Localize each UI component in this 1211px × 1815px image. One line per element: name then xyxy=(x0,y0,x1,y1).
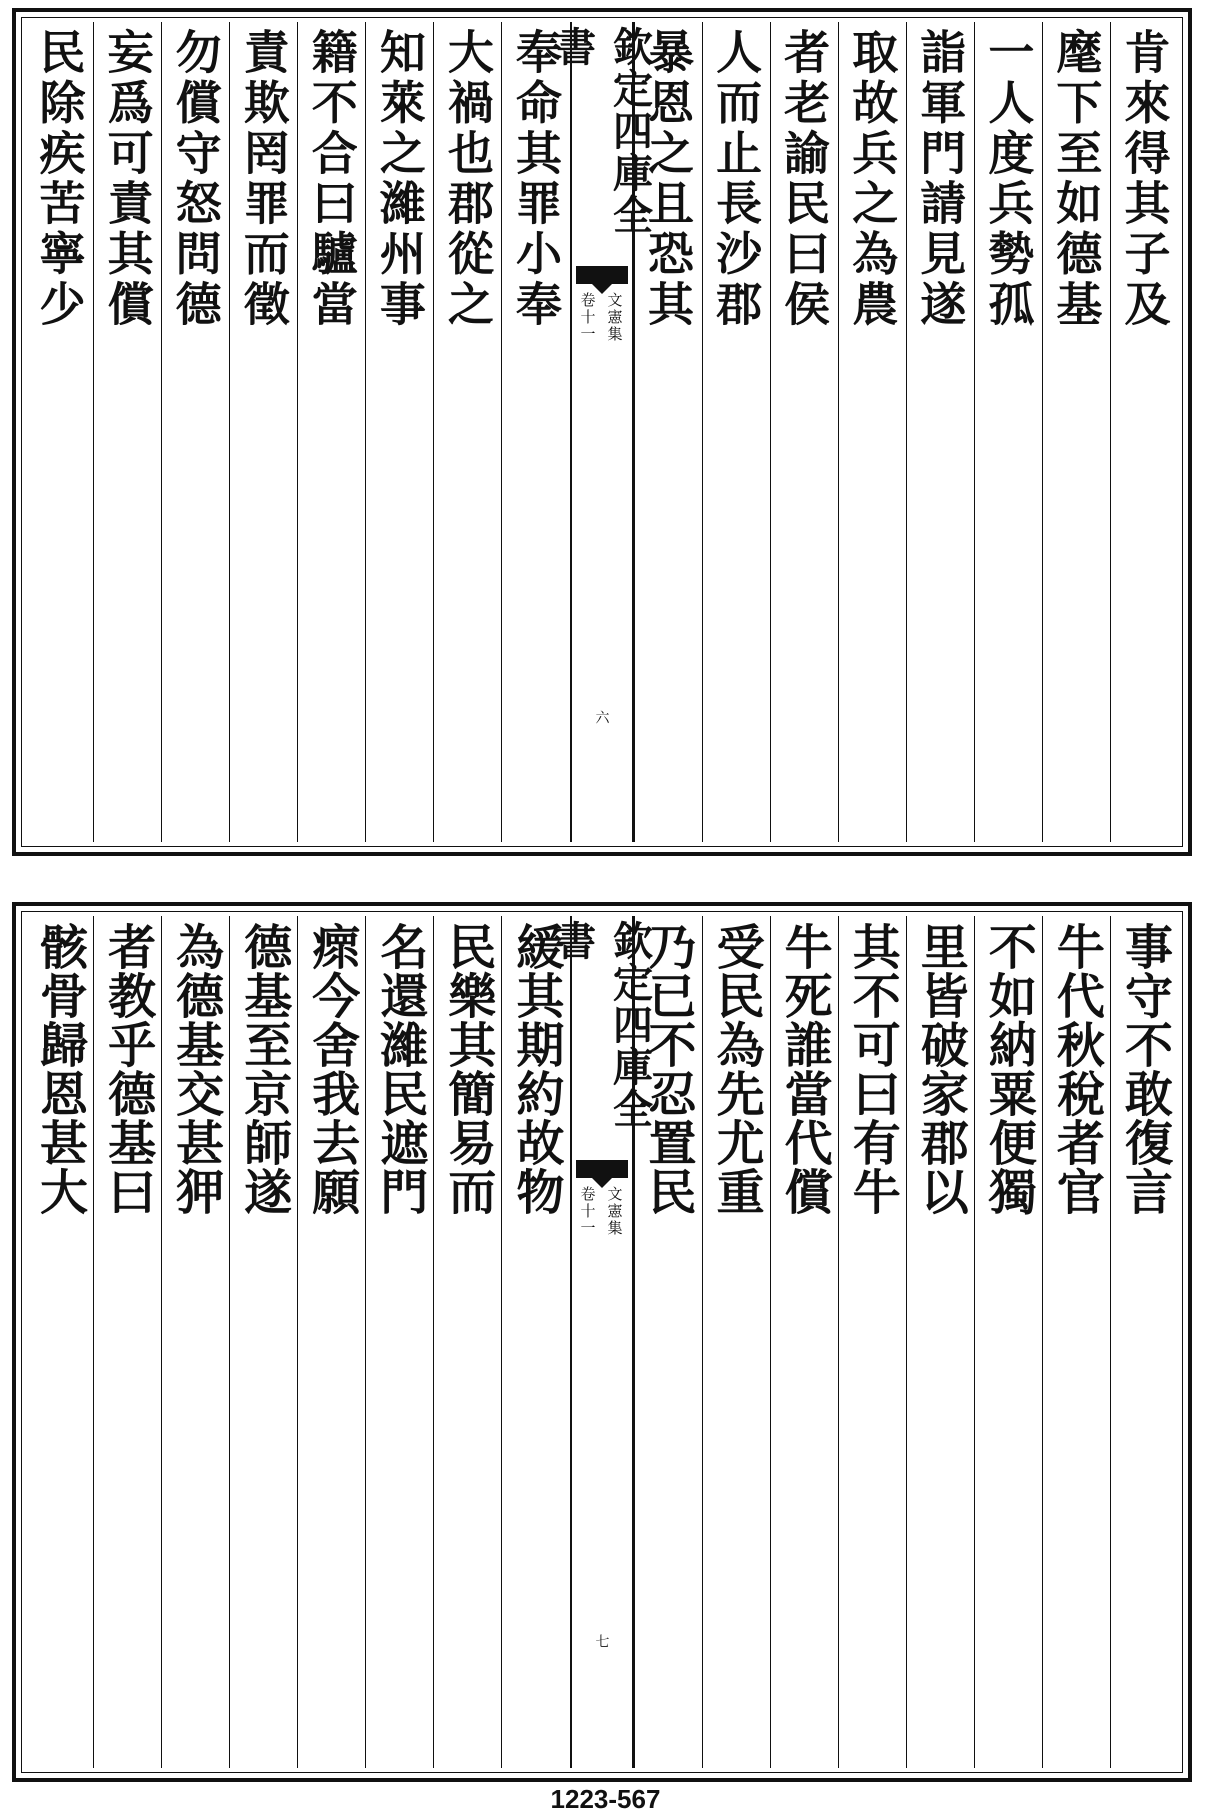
running-title: 欽定四庫全書 xyxy=(549,920,654,1130)
text-column: 知萊之濰州事 xyxy=(365,22,433,842)
text-column: 者教乎德基曰 xyxy=(93,916,161,1768)
text-column: 名還濰民遮門 xyxy=(365,916,433,1768)
text-column: 德基至京師遂 xyxy=(229,916,297,1768)
volume-label: 卷十一 xyxy=(578,292,597,343)
text-column: 大禍也郡從之 xyxy=(433,22,501,842)
fish-tail-mark xyxy=(576,1160,628,1178)
text-column: 一人度兵勢孤 xyxy=(974,22,1042,842)
text-columns xyxy=(26,22,1178,842)
text-column: 骸骨歸恩甚大 xyxy=(31,922,88,1216)
volume-label: 卷十一 xyxy=(578,1186,597,1237)
text-column: 民樂其簡易而 xyxy=(433,916,501,1768)
text-column: 奉命其罪小奉 xyxy=(501,22,569,842)
text-column: 勿償守怒問德 xyxy=(161,22,229,842)
text-column: 者老諭民曰侯 xyxy=(770,22,838,842)
text-column: 取故兵之為農 xyxy=(838,22,906,842)
fish-tail-mark xyxy=(576,266,628,284)
text-column: 里皆破家郡以 xyxy=(906,916,974,1768)
text-column: 緩其期約故物 xyxy=(501,916,569,1768)
page-bottom xyxy=(12,902,1192,1782)
folio-number: 七 xyxy=(593,1634,610,1648)
text-columns xyxy=(26,916,1178,1768)
left-page-top xyxy=(12,8,1192,856)
folio-number: 六 xyxy=(593,710,610,724)
text-column: 牛代秋稅者官 xyxy=(1042,916,1110,1768)
text-column: 事守不敢復言 xyxy=(1110,916,1178,1768)
text-column: 為德基交甚狎 xyxy=(161,916,229,1768)
text-column: 乃已不忍置民 xyxy=(634,916,702,1768)
center-fold xyxy=(549,916,654,1768)
text-column: 瘝今舍我去願 xyxy=(297,916,365,1768)
text-column: 受民為先尤重 xyxy=(702,916,770,1768)
text-column: 妄爲可責其償 xyxy=(93,22,161,842)
text-column: 不如納粟便獨 xyxy=(974,916,1042,1768)
text-column: 籍不合曰驢當 xyxy=(297,22,365,842)
collection-title: 文憲集 xyxy=(605,1186,624,1237)
running-title: 欽定四庫全書 xyxy=(549,26,654,236)
text-column: 暴恩之且恐其 xyxy=(634,22,702,842)
page-number: 1223-567 xyxy=(550,1784,661,1814)
text-column: 民除疾苦寧少 xyxy=(32,28,87,331)
text-column: 人而止長沙郡 xyxy=(702,22,770,842)
text-column: 詣軍門請見遂 xyxy=(906,22,974,842)
text-column: 其不可曰有牛 xyxy=(838,916,906,1768)
text-column: 牛死誰當代償 xyxy=(770,916,838,1768)
text-column: 麾下至如德基 xyxy=(1042,22,1110,842)
collection-title: 文憲集 xyxy=(605,292,624,343)
text-column: 責欺罔罪而徵 xyxy=(229,22,297,842)
text-column: 肯來得其子及 xyxy=(1110,22,1178,842)
center-fold xyxy=(549,22,654,842)
